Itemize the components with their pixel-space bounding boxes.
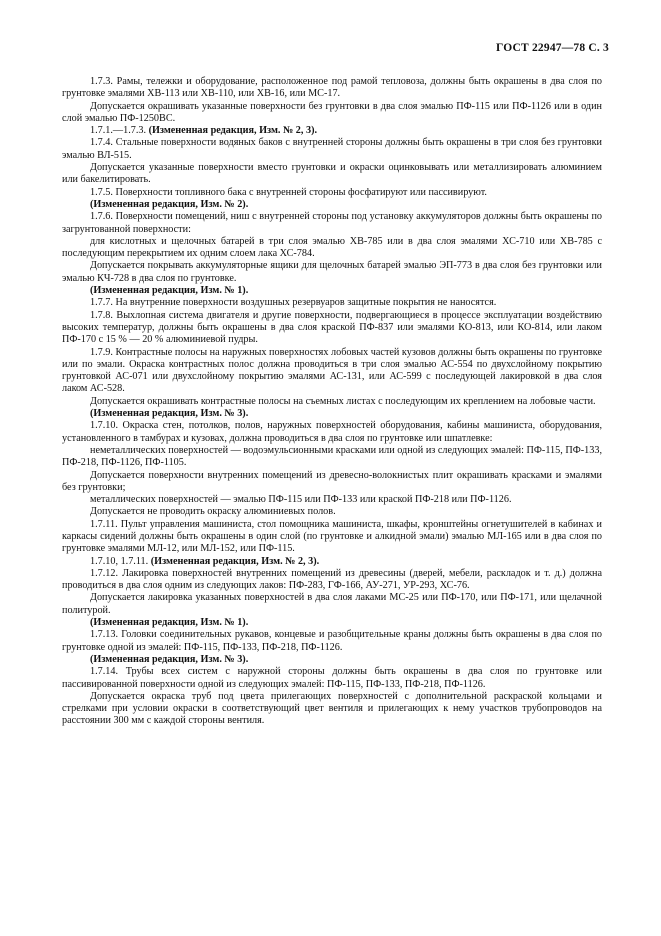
- paragraph: 1.7.14. Трубы всех систем с наружной стороны должны быть окрашены в два слоя по грунтовке или пассивированной поверхности одной из следующих эмалей: ПФ-115, ПФ-133, ПФ-218, ПФ-1126.: [62, 666, 602, 690]
- paragraph: 1.7.7. На внутренние поверхности воздушных резервуаров защитные покрытия не наносятся.: [90, 297, 497, 309]
- paragraph: Допускается окраска труб под цвета прилегающих поверхностей с дополнительной раскраской кольцами и стрелками при условии окраски в соответствующий цвет вентиля и прилегающих к нему участков трубопроводов на расстоянии 300 мм с каждой стороны вентиля.: [62, 690, 602, 727]
- paragraph: Допускается покрывать аккумуляторные ящики для щелочных батарей эмалью ЭП-773 в два слоя без грунтовки или эмалью КЧ-728 в два слоя по грунтовке.: [62, 260, 602, 284]
- paragraph: Допускается не проводить окраску алюминиевых полов.: [90, 506, 336, 518]
- document-body: [62, 76, 602, 728]
- paragraph: 1.7.5. Поверхности топливного бака с внутренней стороны фосфатируют или пассивируют.: [90, 186, 487, 198]
- paragraph: Допускается лакировка указанных поверхностей в два слоя лаками МС-25 или ПФ-170, или ПФ-171, или щелачной политурой.: [62, 592, 602, 616]
- paragraph: для кислотных и щелочных батарей в три слоя эмалью ХВ-785 или в два слоя эмалями ХС-710 или ХВ-785 с последующим перекрытием их одним слоем лака ХС-784.: [62, 235, 602, 260]
- paragraph: 1.7.8. Выхлопная система двигателя и другие поверхности, подвергающиеся в процессе эксплуатации воздействию высоких температур, должны быть окрашены в два слоя краской ПФ-837 или эмалями КО-813, или КО-814, или лаком ПФ-170 с 15 % — 20 % алюминиевой пудры.: [62, 309, 602, 346]
- paragraph: металлических поверхностей — эмалью ПФ-115 или ПФ-133 или краской ПФ-218 или ПФ-1126.: [90, 494, 512, 506]
- amendment-note-text: (Измененная редакция, Изм. № 1).: [90, 617, 249, 629]
- paragraph: Допускается поверхности внутренних помещений из древесно-волокнистых плит окрашивать красками и эмалями без грунтовки;: [62, 469, 602, 493]
- paragraph: 1.7.12. Лакировка поверхностей внутренних помещений из древесины (дверей, мебели, раскладок и т. д.) должна проводиться в два слоя одним из следующих лаков: ПФ-283, ГФ-166, АУ-271, УР-293, ХС-76.: [62, 567, 602, 592]
- paragraph: 1.7.4. Стальные поверхности водяных баков с внутренней стороны должны быть окрашены в три слоя без грунтовки эмалью ВЛ-515.: [62, 137, 602, 161]
- amendment-note: [62, 285, 602, 297]
- amendment-note-text: (Измененная редакция, Изм. № 1).: [90, 285, 249, 297]
- paragraph: 1.7.3. Рамы, тележки и оборудование, расположенное под рамой тепловоза, должны быть окрашены в два слоя по грунтовке эмалями ХВ-113 или ХВ-110, или ХВ-16, или МС-17.: [62, 76, 602, 100]
- amendment-note: (Измененная редакция, Изм. № 2, 3).: [148, 125, 318, 137]
- amendment-note: [62, 408, 602, 420]
- paragraph: 1.7.9. Контрастные полосы на наружных поверхностях лобовых частей кузовов должны быть окрашены по грунтовке или по эмали. Окраска контрастных полос должна проводиться в три слоя эмалью АС-554 по двухслойному покрытию грунтовкой АС-071 или двухслойному покрытию эмалями АС-131, или АС-599 с последующей лакировкой в два слоя лаком АС-528.: [62, 346, 602, 395]
- amendment-paragraph: [62, 125, 602, 137]
- page-header: ГОСТ 22947—78 С. 3: [496, 42, 609, 54]
- paragraph: Допускается указанные поверхности вместо грунтовки и окраски оцинковывать или металлизировать алюминием или бакелитировать.: [62, 162, 602, 186]
- paragraph: 1.7.13. Головки соединительных рукавов, концевые и разобщительные краны должны быть окрашены в два слоя по грунтовке одной из эмалей: ПФ-115, ПФ-133, ПФ-218, ПФ-1126.: [62, 629, 602, 653]
- amendment-note: (Измененная редакция, Изм. № 2, 3).: [150, 555, 320, 567]
- paragraph: неметаллических поверхностей — водоэмульсионными красками или одной из следующих эмалей: ПФ-115, ПФ-133, ПФ-218, ПФ-1126, ПФ-1105.: [62, 444, 602, 469]
- amendment-note: [62, 654, 602, 666]
- amendment-note: [62, 617, 602, 629]
- paragraph: 1.7.10. Окраска стен, потолков, полов, наружных поверхностей оборудования, кабины машиниста, оборудования, установленного в тамбурах и кузовах, должна проводиться в два слоя по грунтовке или шпатлевке:: [62, 420, 602, 444]
- clause-ref: 1.7.10, 1.7.11.: [90, 555, 149, 567]
- amendment-note-text: (Измененная редакция, Изм. № 2).: [90, 198, 249, 210]
- paragraph: Допускается окрашивать указанные поверхности без грунтовки в два слоя эмалью ПФ-115 или ПФ-1126 или в один слой эмалью ПФ-1250ВС.: [62, 100, 602, 124]
- amendment-note: [62, 199, 602, 211]
- paragraph: Допускается окрашивать контрастные полосы на съемных листах с последующим их креплением на лобовые части.: [90, 395, 596, 407]
- paragraph: 1.7.6. Поверхности помещений, ниш с внутренней стороны под установку аккумуляторов должны быть окрашены по загрунтованной поверхности:: [62, 211, 602, 235]
- clause-ref: 1.7.1.—1.7.3.: [90, 125, 147, 137]
- amendment-note-text: (Измененная редакция, Изм. № 3).: [90, 408, 249, 420]
- amendment-note-text: (Измененная редакция, Изм. № 3).: [90, 653, 249, 665]
- paragraph: 1.7.11. Пульт управления машиниста, стол помощника машиниста, шкафы, кронштейны огнетушителей в кабинах и каркасы сидений должны быть окрашены в один слой (по грунтовке и алкидной эмали) эмалью МЛ-165 или в два слоя по грунтовке эмалями МЛ-12, или МЛ-152, или ПФ-115.: [62, 518, 602, 555]
- amendment-paragraph: [62, 556, 602, 568]
